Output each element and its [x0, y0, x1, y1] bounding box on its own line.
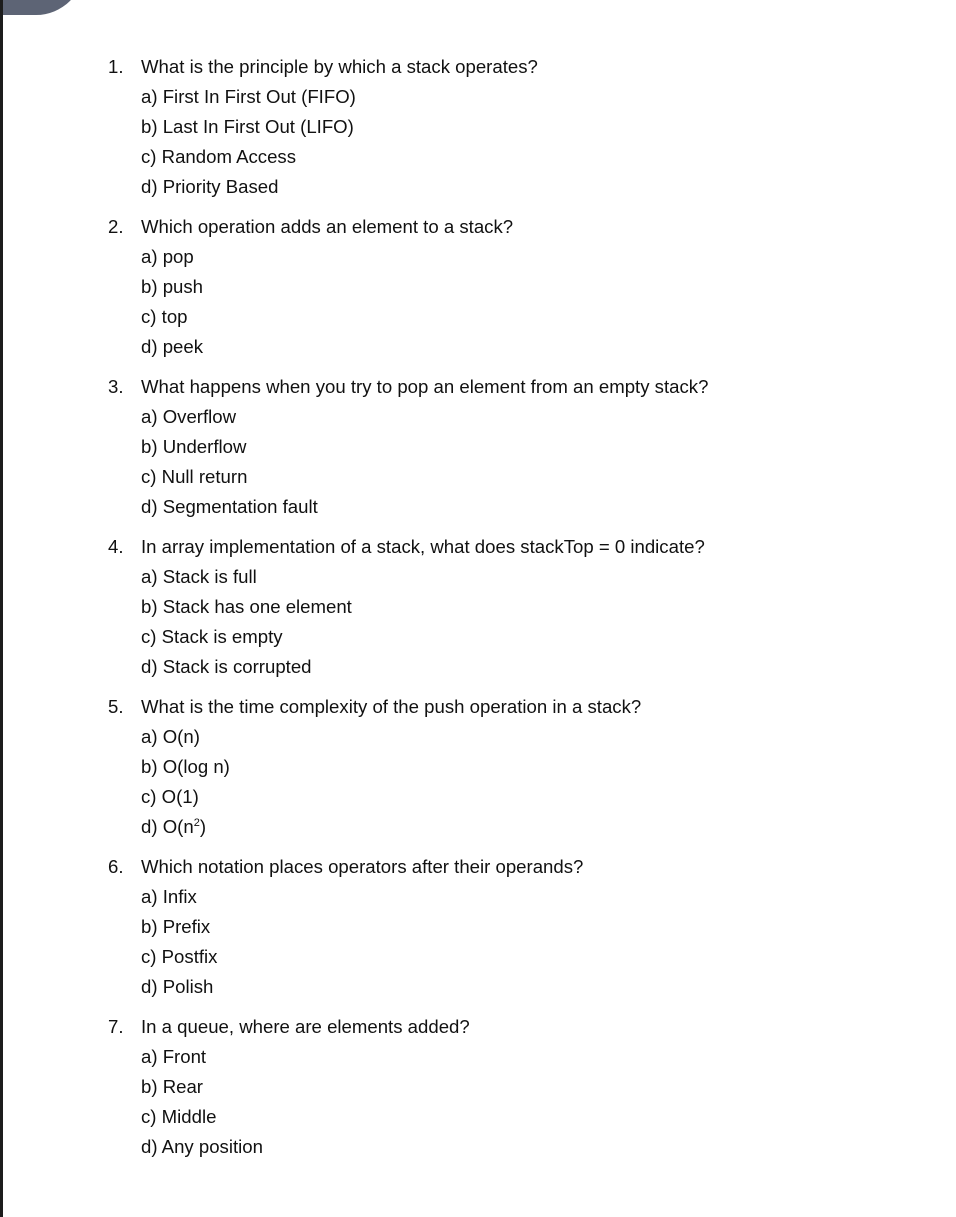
option-d: d) Polish	[141, 976, 214, 997]
option-d: d) Segmentation fault	[141, 496, 318, 517]
question-text: Which notation places operators after their operands?	[141, 856, 584, 877]
question-number: 3.	[108, 376, 124, 397]
question-line	[108, 855, 928, 879]
question-line	[108, 1015, 928, 1039]
question-number: 6.	[108, 856, 124, 877]
option-a: a) pop	[141, 246, 194, 267]
question-5	[108, 695, 928, 839]
question-text: Which operation adds an element to a stack?	[141, 216, 514, 237]
question-6	[108, 855, 928, 999]
option-d: d) peek	[141, 336, 204, 357]
option-c: c) Null return	[141, 466, 248, 487]
option-list	[108, 85, 928, 199]
question-text: What is the principle by which a stack operates?	[141, 56, 538, 77]
corner-tab	[0, 0, 84, 15]
option-c: c) Middle	[141, 1106, 217, 1127]
option-d: d) Any position	[141, 1136, 263, 1157]
question-number: 4.	[108, 536, 124, 557]
option-d: d) Priority Based	[141, 176, 279, 197]
option-d-suffix: )	[199, 816, 207, 837]
option-list	[108, 1045, 928, 1159]
question-1	[108, 55, 928, 199]
question-text: In a queue, where are elements added?	[141, 1016, 470, 1037]
option-b: b) push	[141, 276, 204, 297]
question-number: 5.	[108, 696, 124, 717]
option-b: b) Prefix	[141, 916, 211, 937]
option-list	[108, 245, 928, 359]
option-d-text: d) O(n	[141, 816, 194, 837]
question-text: In array implementation of a stack, what does stackTop = 0 indicate?	[141, 536, 705, 557]
question-3	[108, 375, 928, 519]
question-number: 7.	[108, 1016, 124, 1037]
question-line	[108, 55, 928, 79]
option-b: b) O(log n)	[141, 756, 230, 777]
option-b: b) Rear	[141, 1076, 204, 1097]
question-line	[108, 535, 928, 559]
option-list	[108, 885, 928, 999]
question-2	[108, 215, 928, 359]
option-c: c) O(1)	[141, 786, 199, 807]
question-line	[108, 215, 928, 239]
option-list	[108, 725, 928, 839]
option-b: b) Last In First Out (LIFO)	[141, 116, 354, 137]
option-c: c) Stack is empty	[141, 626, 283, 647]
option-b: b) Underflow	[141, 436, 247, 457]
question-list	[108, 55, 928, 1175]
option-a: a) Front	[141, 1046, 207, 1067]
question-number: 2.	[108, 216, 124, 237]
option-list	[108, 565, 928, 679]
option-a: a) O(n)	[141, 726, 200, 747]
option-b: b) Stack has one element	[141, 596, 352, 617]
question-text: What happens when you try to pop an element from an empty stack?	[141, 376, 709, 397]
option-c: c) top	[141, 306, 188, 327]
question-line	[108, 375, 928, 399]
question-line	[108, 695, 928, 719]
option-c: c) Random Access	[141, 146, 297, 167]
left-border	[0, 0, 3, 1217]
option-d	[141, 815, 928, 839]
question-7	[108, 1015, 928, 1159]
question-text: What is the time complexity of the push operation in a stack?	[141, 696, 642, 717]
option-a: a) First In First Out (FIFO)	[141, 86, 356, 107]
exponent: 2	[193, 816, 200, 829]
option-list	[108, 405, 928, 519]
option-c: c) Postfix	[141, 946, 218, 967]
option-d: d) Stack is corrupted	[141, 656, 312, 677]
question-number: 1.	[108, 56, 124, 77]
option-a: a) Stack is full	[141, 566, 257, 587]
option-a: a) Infix	[141, 886, 197, 907]
option-a: a) Overflow	[141, 406, 237, 427]
question-4	[108, 535, 928, 679]
